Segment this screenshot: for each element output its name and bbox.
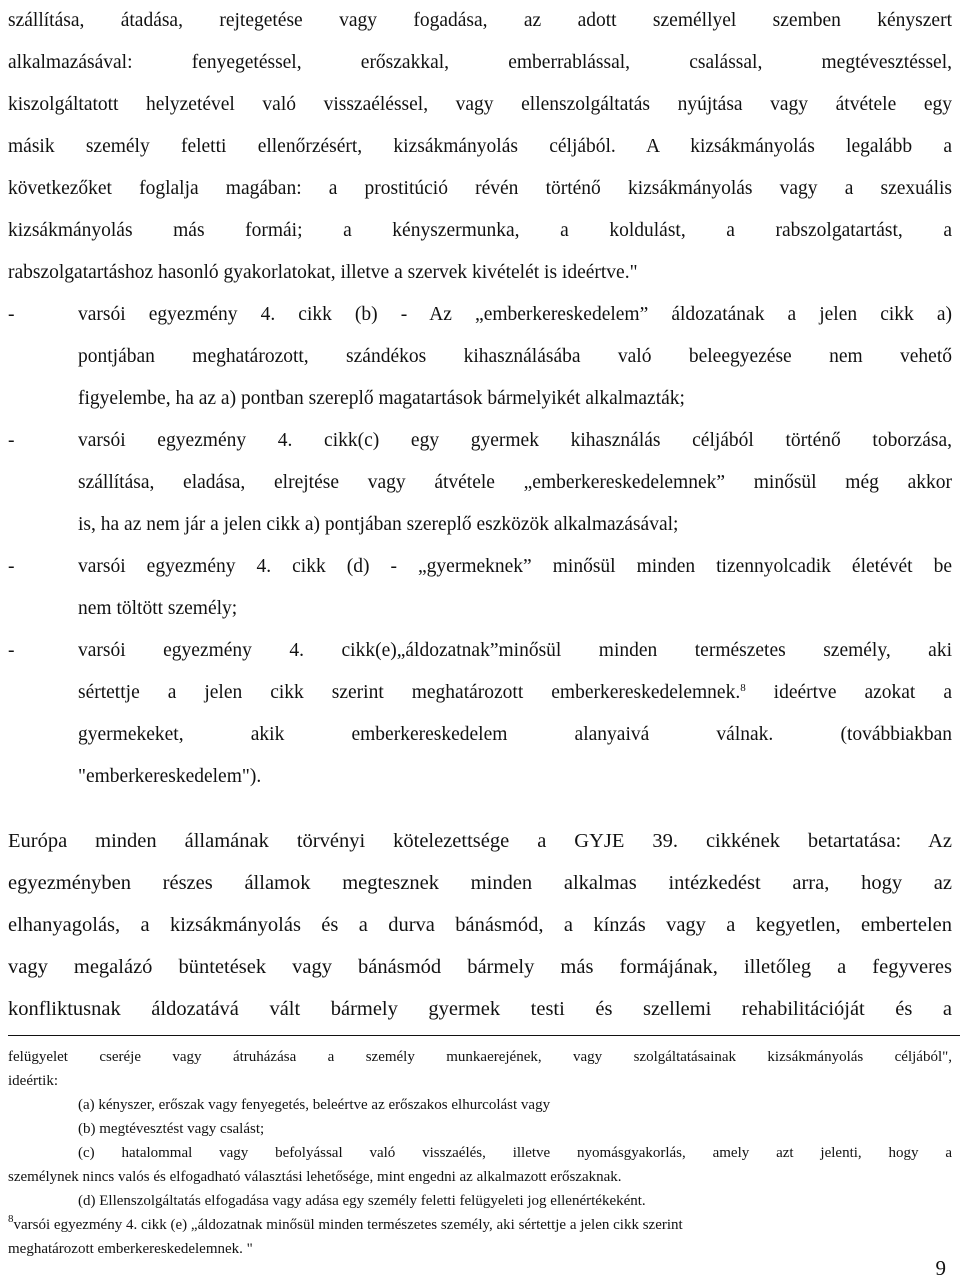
text-line: gyermekeket, akik emberkereskedelem alanyaivá válnak. (továbbiakban <box>78 724 952 745</box>
text-line: kiszolgáltatott helyzetével való visszaéléssel, vagy ellenszolgáltatás nyújtása vagy átvétele egy <box>8 94 952 115</box>
text-line <box>78 672 952 714</box>
paragraph-1 <box>8 0 952 294</box>
bullet-dash: - <box>8 430 15 451</box>
text-line: következőket foglalja magában: a prostitúció révén történő kizsákmányolás vagy a szexuális <box>8 178 952 199</box>
list-item <box>8 294 952 420</box>
footnote-line: ideértik: <box>8 1073 58 1089</box>
footnote-item: (c) hatalommal vagy befolyással való visszaélés, illetve nyomásgyakorlás, amely azt jelenti, hogy a <box>78 1145 952 1161</box>
text-line: nem töltött személy; <box>78 598 238 619</box>
footnote-item: (d) Ellenszolgáltatás elfogadása vagy adása egy személy feletti felügyeleti jog ellenértékeként. <box>78 1193 646 1209</box>
text-line: másik személy feletti ellenőrzésért, kizsákmányolás céljából. A kizsákmányolás legalább a <box>8 136 952 157</box>
footnote-item: (a) kényszer, erőszak vagy fenyegetés, beleértve az erőszakos elhurcolást vagy <box>78 1097 551 1113</box>
list-item <box>8 546 952 630</box>
page-number: 9 <box>935 1256 946 1280</box>
text-line: varsói egyezmény 4. cikk(c) egy gyermek kihasználás céljából történő toborzása, <box>78 430 952 451</box>
document-page <box>8 0 952 1030</box>
text-line: szállítása, átadása, rejtegetése vagy fogadása, az adott személlyel szemben kényszert <box>8 10 952 31</box>
bullet-list <box>8 294 952 798</box>
list-item <box>8 420 952 546</box>
footnote-item: (b) megtévesztést vagy csalást; <box>78 1121 265 1137</box>
text-line: konfliktusnak áldozatává vált bármely gyermek testi és szellemi rehabilitációját és a <box>8 998 952 1020</box>
text-segment: ideértve azokat a <box>745 682 952 703</box>
text-line: varsói egyezmény 4. cikk (d) - „gyermeknek” minősül minden tizennyolcadik életévét be <box>78 556 952 577</box>
text-line: is, ha az nem jár a jelen cikk a) pontjában szereplő eszközök alkalmazásával; <box>78 514 679 535</box>
text-line: varsói egyezmény 4. cikk (b) - Az „emberkereskedelem” áldozatának a jelen cikk a) <box>78 304 952 325</box>
bullet-dash: - <box>8 640 15 661</box>
text-line: Európa minden államának törvényi kötelezettsége a GYJE 39. cikkének betartatása: Az <box>8 830 952 852</box>
text-line: kizsákmányolás más formái; a kényszermunka, a koldulást, a rabszolgatartást, a <box>8 220 952 241</box>
text-line: egyezményben részes államok megtesznek minden alkalmas intézkedést arra, hogy az <box>8 872 952 894</box>
text-line: alkalmazásával: fenyegetéssel, erőszakkal, emberrablással, csalással, megtévesztéssel, <box>8 52 952 73</box>
footnotes <box>8 1045 952 1261</box>
text-line: vagy megalázó büntetések vagy bánásmód bármely más formájának, illetőleg a fegyveres <box>8 956 952 978</box>
bullet-dash: - <box>8 556 15 577</box>
text-line: pontjában meghatározott, szándékos kihasználásába való beleegyezése nem vehető <box>78 346 952 367</box>
text-segment: sértettje a jelen cikk szerint meghatározott emberkereskedelemnek. <box>78 682 741 703</box>
footnote-text: varsói egyezmény 4. cikk (e) „áldozatnak minősül minden természetes személy, aki sértettje a jelen cikk szerint <box>13 1217 683 1233</box>
paragraph-2 <box>8 820 952 1030</box>
footnote-ref[interactable]: 8 <box>740 682 746 694</box>
footnote-line: felügyelet cseréje vagy átruházása a személy munkaerejének, vagy szolgáltatásainak kizsákmányolás céljából", <box>8 1049 952 1065</box>
footnote-mark: 8 <box>8 1213 14 1225</box>
list-item <box>8 630 952 798</box>
text-line: figyelembe, ha az a) pontban szereplő magatartások bármelyikét alkalmazták; <box>78 388 685 409</box>
footnote-item: személynek nincs valós és elfogadható választási lehetősége, mint engedni az alkalmazott erőszaknak. <box>8 1169 622 1185</box>
bullet-dash: - <box>8 304 15 325</box>
text-line: elhanyagolás, a kizsákmányolás és a durva bánásmód, a kínzás vagy a kegyetlen, embertelen <box>8 914 952 936</box>
text-line: rabszolgatartáshoz hasonló gyakorlatokat, illetve a szervek kivételét is ideértve." <box>8 262 638 283</box>
text-line: szállítása, eladása, elrejtése vagy átvétele „emberkereskedelemnek” minősül még akkor <box>78 472 952 493</box>
footnote-separator <box>8 1035 960 1036</box>
text-line: "emberkereskedelem"). <box>78 766 262 787</box>
footnote-line: meghatározott emberkereskedelemnek. " <box>8 1241 253 1257</box>
footnote-8 <box>8 1213 952 1237</box>
text-line: varsói egyezmény 4. cikk(e)„áldozatnak”minősül minden természetes személy, aki <box>78 640 952 661</box>
